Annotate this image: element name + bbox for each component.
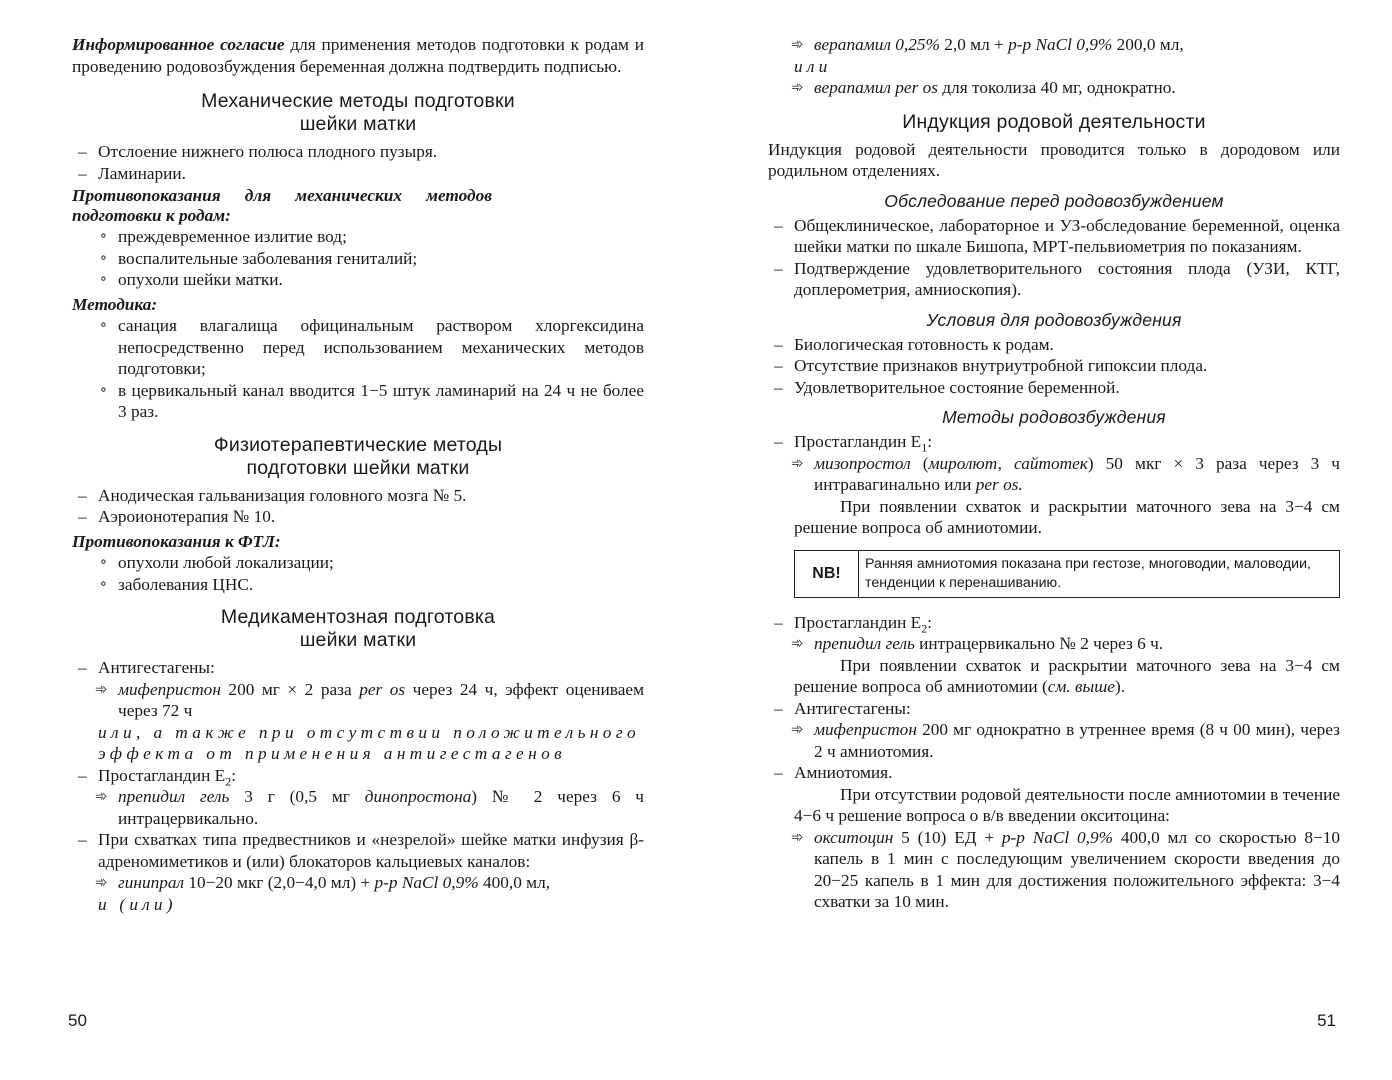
subsection-heading-conditions: Условия для родовозбуждения	[926, 309, 1182, 330]
item-text: Ламинарии.	[98, 163, 186, 183]
method-heading: Методика:	[72, 294, 158, 314]
drug-item	[768, 633, 1340, 655]
drug-item	[72, 679, 644, 722]
section-heading-physio	[72, 434, 644, 480]
list-item	[72, 248, 644, 270]
dash-marker: –	[774, 334, 783, 354]
dash-marker: –	[774, 612, 783, 632]
dash-marker: –	[78, 830, 87, 849]
contraindications-heading: Противопоказания к ФТЛ:	[72, 531, 281, 551]
drug-name: препидил гель	[118, 787, 230, 806]
section-heading-induction: Индукция родовой деятельности	[902, 110, 1206, 133]
item-text: Простагландин E	[794, 612, 922, 632]
list-item	[72, 552, 644, 574]
bullet-icon: ∘	[99, 317, 108, 333]
amniotomy-note: При появлении схваток и раскрытии маточного зева на 3−4 см решение вопроса об амниотомии.	[794, 496, 1340, 537]
dash-marker: –	[78, 658, 87, 677]
list-item: – Простагландин $E_2$:	[774, 612, 933, 635]
nb-box	[794, 550, 1340, 598]
drug-text: через 24 ч, эффект оцениваем через 72 ч	[118, 679, 645, 720]
dash-marker: –	[774, 356, 783, 375]
item-text: воспалительные заболевания гениталий;	[118, 248, 418, 268]
intro-text: для применения методов подготовки к родам и проведению родовозбуждения беременная должна подтвердить подписью.	[72, 35, 644, 76]
dash-marker: –	[774, 258, 783, 278]
arrow-icon: ➾	[791, 35, 804, 53]
item-text: опухоли любой локализации;	[118, 553, 334, 572]
item-text: опухоли шейки матки.	[118, 270, 283, 289]
arrow-icon: ➾	[791, 453, 804, 472]
left-column	[72, 34, 644, 915]
list-item	[768, 698, 1340, 720]
drug-text: ) № 2 через 6 ч интрацервикально.	[118, 787, 645, 828]
bullet-icon: ∘	[99, 249, 108, 266]
nb-text: Ранняя амниотомия показана при гестозе, многоводии, маловодии, тенденции к перенашиванию.	[865, 555, 1311, 591]
drug-brand: миролют, сайтотек	[928, 453, 1088, 473]
item-text: Биологическая готовность к родам.	[794, 334, 1054, 354]
bullet-icon: ∘	[99, 575, 108, 592]
drug-text: 200 мг однократно в утреннее время (8 ч 00 мин), через 2 ч амниотомия.	[814, 720, 1340, 761]
dash-marker: –	[78, 507, 87, 526]
or-note: или	[794, 56, 832, 76]
item-text: Общеклиническое, лабораторное и УЗ-обследование беременной, оценка шейки матки по шкале Бишопа, МРТ-пельвиометрия по показаниям.	[794, 215, 1340, 256]
list-item	[72, 380, 644, 423]
list-item	[72, 141, 644, 163]
drug-text: для токолиза 40 мг, однократно.	[937, 78, 1176, 97]
drug-item	[768, 827, 1340, 913]
arrow-icon: ➾	[95, 679, 108, 698]
drug-name: верапамил 0,25%	[814, 35, 940, 54]
drug-text: 5 (10) ЕД +	[893, 827, 1002, 847]
drug-text: ) 50 мкг × 3 раза через 3 ч интравагинально или	[814, 453, 1340, 494]
subscript: 2	[225, 773, 232, 788]
or-note: и (или)	[98, 894, 177, 914]
dash-marker: –	[78, 765, 87, 785]
bullet-icon: ∘	[99, 228, 108, 244]
drug-text: 400,0 мл со скоростью 8−10 капель в 1 мин с последующим увеличением скорости введения до 20−25 капель в 1 мин для достижения положительного эффекта: 3−4 схватки за 10 мин.	[814, 827, 1341, 911]
arrow-icon: ➾	[95, 873, 108, 891]
item-text: Аэроионотерапия № 10.	[98, 507, 276, 526]
list-item	[72, 226, 644, 248]
item-text: Отсутствие признаков внутриутробной гипоксии плода.	[794, 356, 1208, 375]
solution-name: р-р NaCl 0,9%	[1008, 35, 1113, 54]
intro-paragraph	[72, 34, 644, 77]
drug-name: гинипрал	[118, 873, 185, 892]
drug-route: per os.	[975, 475, 1023, 494]
bullet-icon: ∘	[99, 271, 108, 287]
list-item	[72, 315, 644, 380]
contraindications-heading: Противопоказания для механических методов подготовки к родам:	[72, 186, 492, 225]
arrow-icon: ➾	[95, 787, 108, 805]
cross-reference: см. выше	[1047, 677, 1115, 696]
item-text: Удовлетворительное состояние беременной.	[794, 377, 1120, 397]
drug-name: верапамил per os	[814, 78, 938, 97]
dash-marker: –	[774, 698, 783, 718]
item-text: Антигестагены:	[794, 698, 911, 718]
subsection-heading-exam: Обследование перед родовозбуждением	[884, 190, 1224, 211]
heading-line: шейки матки	[299, 629, 417, 651]
item-text: Подтверждение удовлетворительного состояния плода (УЗИ, КТГ, доплерометрия, амниоскопия).	[794, 258, 1340, 299]
or-note: или, а также при отсутствии положительного эффекта от применения антигестагенов	[98, 722, 641, 763]
heading-line: шейки матки	[299, 113, 417, 135]
item-text: заболевания ЦНС.	[118, 574, 254, 594]
induction-text: Индукция родовой деятельности проводится только в дородовом или родильном отделениях.	[768, 139, 1340, 180]
list-item	[768, 377, 1340, 399]
page-number: 51	[1317, 1011, 1336, 1030]
right-column	[768, 34, 1340, 913]
note-text: При появлении схваток и раскрытии маточного зева на 3−4 см решение вопроса об амниотомии (	[794, 655, 1340, 696]
list-item	[72, 163, 644, 185]
subsection-heading-methods: Методы родовозбуждения	[942, 407, 1166, 427]
drug-item	[768, 34, 1340, 56]
solution-name: р-р NaCl 0,9%	[1001, 827, 1114, 847]
list-item	[72, 574, 644, 596]
arrow-icon: ➾	[791, 634, 804, 652]
drug-text: интрацервикально № 2 через 6 ч.	[914, 634, 1164, 653]
list-item	[72, 506, 644, 528]
item-text: Простагландин E	[98, 765, 226, 785]
list-item	[768, 258, 1340, 301]
section-heading-mechanical	[72, 90, 644, 136]
list-item	[768, 355, 1340, 377]
drug-item	[72, 872, 644, 894]
solution-name: р-р NaCl 0,9%	[374, 873, 479, 892]
right-page	[696, 0, 1392, 1080]
item-text: в цервикальный канал вводится 1−5 штук ламинарий на 24 ч не более 3 раз.	[118, 380, 644, 421]
arrow-icon: ➾	[791, 720, 804, 738]
dash-marker: –	[78, 485, 87, 505]
drug-name: препидил гель	[814, 634, 915, 653]
page-number: 50	[68, 1011, 87, 1030]
drug-route: per os	[359, 679, 406, 699]
drug-text: 400,0 мл,	[478, 873, 551, 892]
drug-item	[768, 453, 1340, 496]
item-text: Анодическая гальванизация головного мозга № 5.	[98, 485, 467, 505]
dash-marker: –	[774, 763, 783, 782]
drug-name: мифепристон	[118, 679, 221, 699]
item-text: Простагландин E	[794, 432, 922, 451]
heading-line: подготовки шейки матки	[246, 456, 470, 479]
list-item	[72, 829, 644, 872]
drug-text: 10−20 мкг (2,0−4,0 мл) +	[184, 873, 375, 892]
drug-text: 200 мг × 2 раза	[220, 679, 360, 699]
nb-label: NB!	[795, 551, 859, 597]
list-item: – Простагландин $E_2$:	[78, 765, 237, 788]
heading-line: Медикаментозная подготовка	[220, 606, 496, 628]
list-item	[72, 657, 644, 679]
drug-name: мизопростол	[814, 453, 911, 473]
heading-line: Физиотерапевтические методы	[213, 433, 503, 456]
item-text: Антигестагены:	[98, 658, 215, 677]
amniotomy-note	[768, 655, 1340, 698]
list-item	[768, 215, 1340, 258]
item-text: Отслоение нижнего полюса плодного пузыря.	[98, 142, 438, 161]
item-text: преждевременное излитие вод;	[118, 227, 347, 246]
dash-marker: –	[78, 142, 87, 161]
drug-text: 200,0 мл,	[1112, 35, 1184, 54]
drug-item	[768, 77, 1340, 99]
drug-text: 2,0 мл +	[939, 35, 1009, 54]
list-item	[768, 762, 1340, 784]
list-item	[768, 334, 1340, 356]
list-item	[72, 269, 644, 291]
item-text: Амниотомия.	[794, 763, 893, 782]
list-item	[72, 485, 644, 507]
bullet-icon: ∘	[99, 554, 108, 570]
drug-text: 3 г (0,5 мг	[229, 787, 365, 806]
dash-marker: –	[774, 215, 783, 235]
intro-lead: Информированное согласие	[72, 35, 285, 54]
dash-marker: –	[774, 377, 783, 397]
item-text: санация влагалища официнальным раствором хлоргексидина непосредственно перед использованием механических методов подготовки;	[118, 316, 644, 378]
heading-line: Механические методы подготовки	[201, 90, 515, 112]
dash-marker: –	[774, 432, 783, 451]
drug-name: динопростона	[364, 787, 472, 806]
note-text: ).	[1114, 677, 1126, 696]
subscript: 2	[921, 620, 928, 635]
no-labor-note: При отсутствии родовой деятельности после амниотомии в течение 4−6 ч решение вопроса о в/в введении окситоцина:	[794, 784, 1340, 825]
dash-marker: –	[78, 163, 87, 183]
list-item: – Простагландин $E_1$:	[774, 432, 933, 455]
bullet-icon: ∘	[99, 381, 108, 398]
arrow-icon: ➾	[791, 827, 804, 846]
drug-name: окситоцин	[814, 827, 894, 847]
section-heading-medication	[72, 606, 644, 652]
item-text: При схватках типа предвестников и «незрелой» шейке матки инфузия β-адреномиметиков и (или) блокаторов кальциевых каналов:	[98, 830, 644, 871]
drug-name: мифепристон	[814, 720, 917, 739]
subscript: 1	[921, 440, 928, 455]
drug-item	[768, 719, 1340, 762]
drug-item	[72, 786, 644, 829]
arrow-icon: ➾	[791, 78, 804, 96]
drug-text: (	[910, 453, 929, 473]
